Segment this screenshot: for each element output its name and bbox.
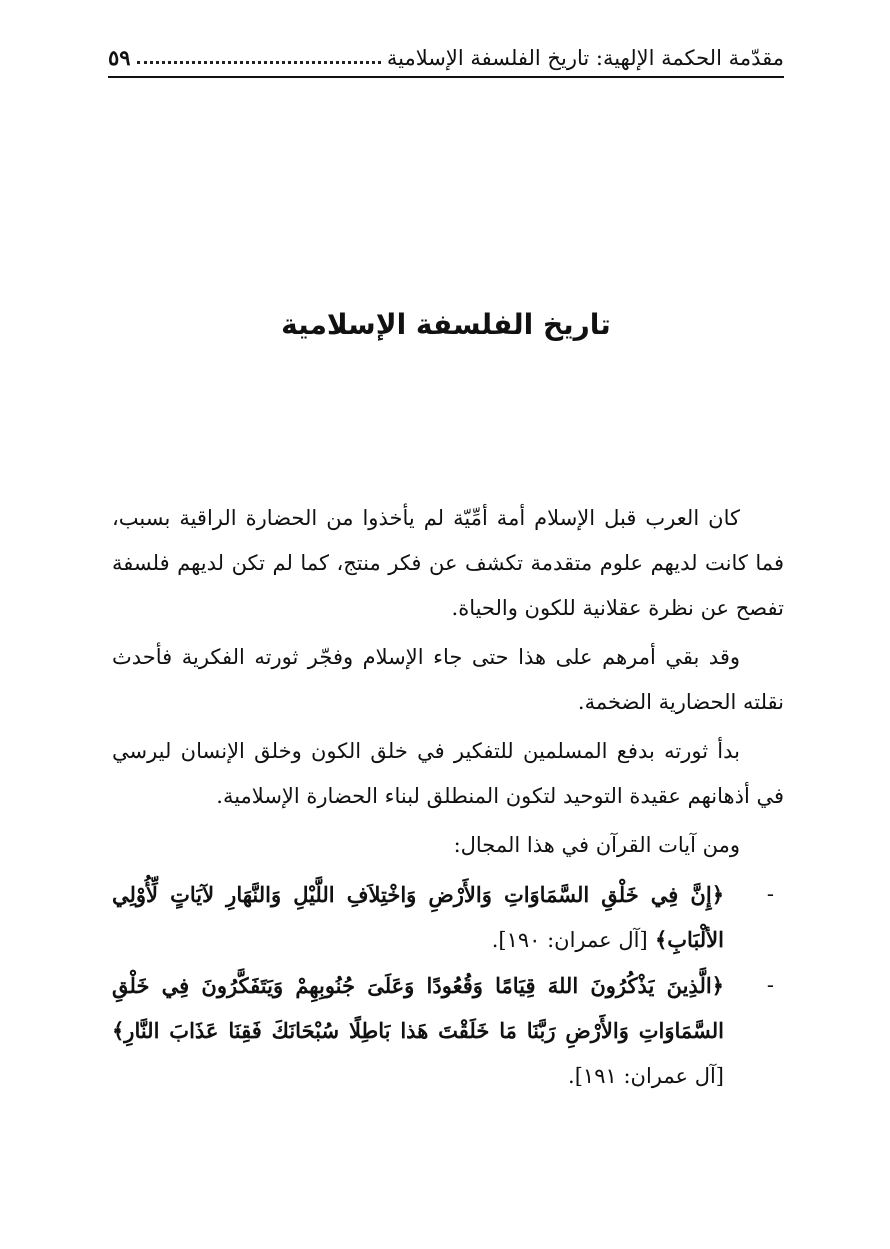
running-title: مقدّمة الحكمة الإلهية: تاريخ الفلسفة الإسلامية — [386, 46, 784, 70]
dot-leader — [137, 61, 381, 64]
verse-item — [112, 963, 784, 1099]
list-dash: - — [766, 973, 774, 997]
chapter-title: تاريخ الفلسفة الإسلامية — [281, 308, 611, 341]
page-number: ٥٩ — [108, 45, 131, 70]
verse-list — [112, 872, 784, 1099]
body-text — [112, 496, 784, 1099]
verse-text: ﴿الَّذِينَ يَذْكُرُونَ اللهَ قِيَامًا وَقُعُودًا وَعَلَىَ جُنُوبِهِمْ وَيَتَفَكَّرُونَ فِي خَلْقِ السَّمَاوَاتِ وَالأَرْضِ رَبَّنَا مَا خَلَقْتَ هَذا بَاطِلًا سُبْحَانَكَ فَقِنَا عَذَابَ النَّارِ﴾ — [112, 973, 724, 1043]
verse-item — [112, 872, 784, 963]
paragraph: كان العرب قبل الإسلام أمة أمِّيّة لم يأخذوا من الحضارة الراقية بسبب، فما كانت لديهم علوم متقدمة تكشف عن فكر منتج، كما لم تكن لديهم فلسفة تفصح عن نظرة عقلانية للكون والحياة. — [112, 506, 784, 620]
paragraph: وقد بقي أمرهم على هذا حتى جاء الإسلام وفجّر ثورته الفكرية فأحدث نقلته الحضارية الضخمة. — [112, 645, 784, 714]
verse-reference: [آل عمران: ١٩٠]. — [491, 928, 648, 952]
running-header — [108, 38, 784, 78]
verse-reference: [آل عمران: ١٩١]. — [568, 1064, 724, 1088]
paragraph: بدأ ثورته بدفع المسلمين للتفكير في خلق الكون وخلق الإنسان ليرسي في أذهانهم عقيدة التوحيد لتكون المنطلق لبناء الحضارة الإسلامية. — [112, 739, 784, 808]
list-dash: - — [766, 882, 774, 906]
verse-text: ﴿إِنَّ فِي خَلْقِ السَّمَاوَاتِ وَالأَرْضِ وَاخْتِلاَفِ اللَّيْلِ وَالنَّهَارِ لآيَاتٍ لِّأُوْلِي الألْبَابِ﴾ — [112, 882, 724, 952]
paragraph: ومن آيات القرآن في هذا المجال: — [453, 833, 740, 857]
